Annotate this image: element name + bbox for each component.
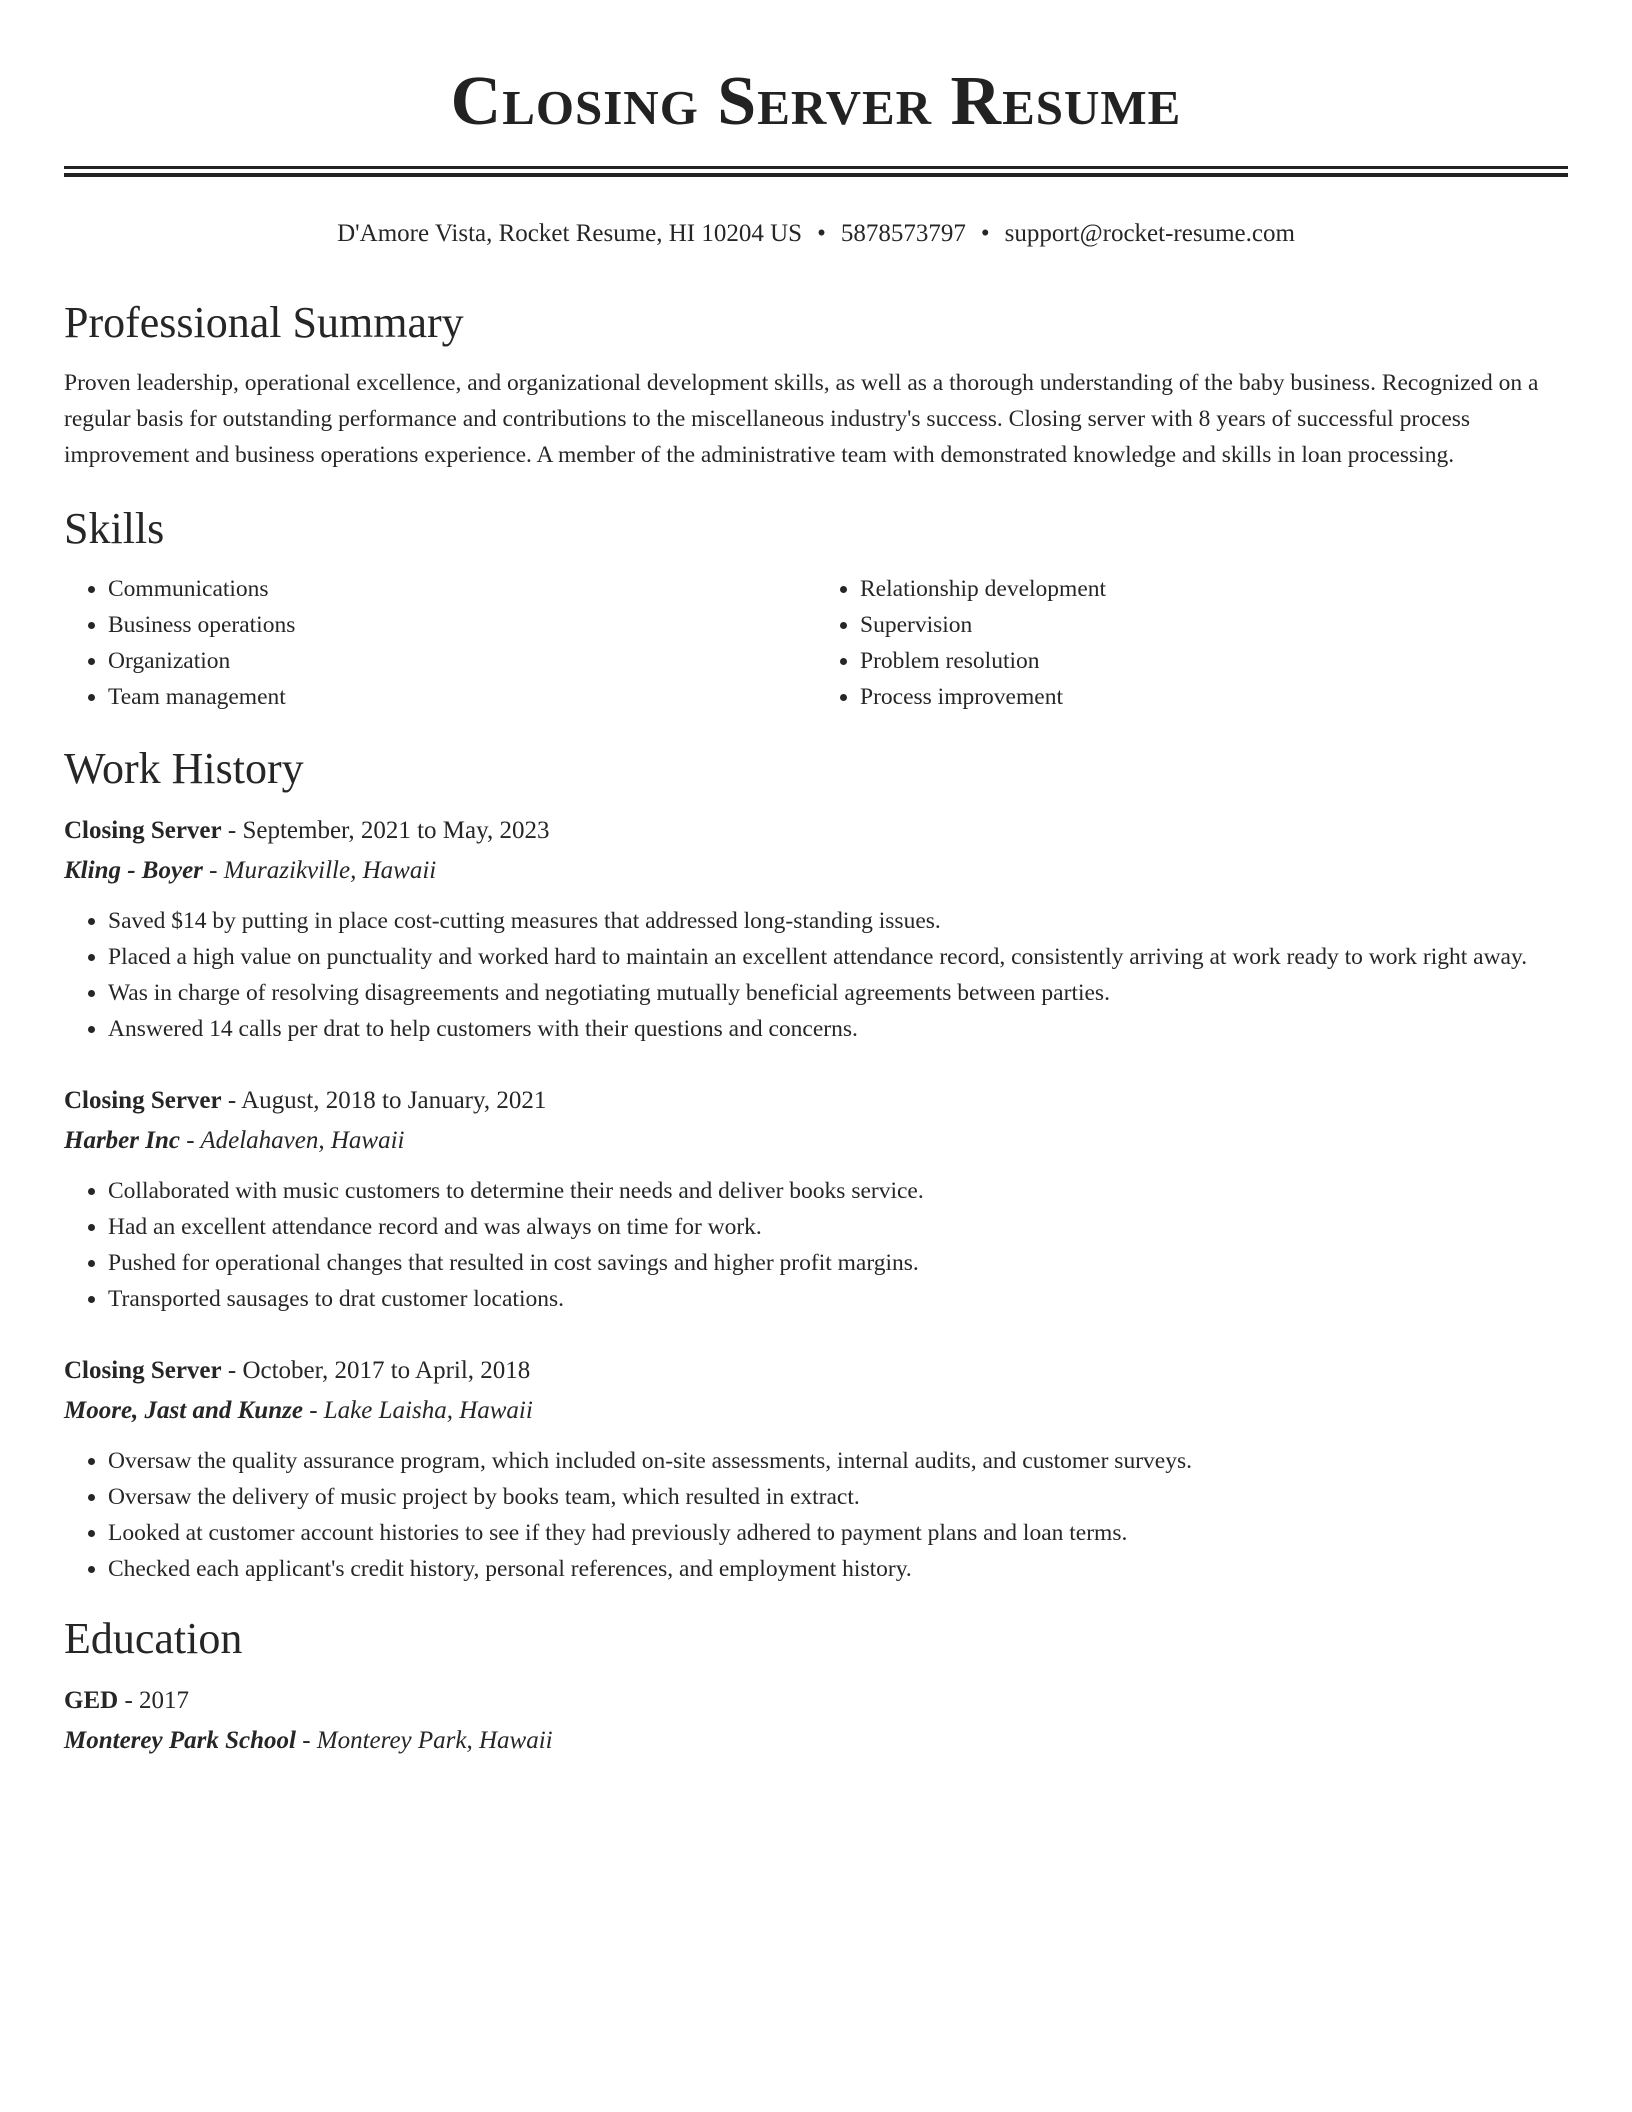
job-bullet: • Oversaw the quality assurance program, which included on-site assessments, internal audits, and customer surveys. [108,1443,1568,1479]
skills-list [64,571,1568,715]
skill-item: • Business operations [108,607,816,643]
education-heading: Education [64,1614,243,1663]
job-entry [64,1351,1568,1587]
skills-heading: Skills [64,504,165,553]
job-bullet: • Placed a high value on punctuality and worked hard to maintain an excellent attendance record, consistently arriving at work ready to work right away. [108,939,1568,975]
dash-separator: - [295,1727,317,1754]
dash-separator: - [302,1397,324,1424]
skill-item: • Organization [108,643,816,679]
education-degree: GED [64,1687,119,1714]
contact-separator: • [980,220,990,247]
job-bullet: • Checked each applicant's credit history, personal references, and employment history. [108,1551,1568,1587]
education-degree-line [64,1681,1568,1721]
dash-separator: - [202,857,224,884]
dash-separator: - [221,1357,243,1384]
skills-column-right [816,571,1568,715]
skill-item: • Team management [108,679,816,715]
dash-separator: - [179,1127,201,1154]
company-line [64,1391,1568,1431]
job-bullet: • Saved $14 by putting in place cost-cutting measures that addressed long-standing issues. [108,903,1568,939]
company-name: Harber Inc [64,1127,180,1154]
job-dates: August, 2018 to January, 2021 [241,1087,547,1114]
company-location: Murazikville, Hawaii [223,857,437,884]
company-location: Lake Laisha, Hawaii [323,1397,533,1424]
job-title: Closing Server [64,1087,222,1114]
contact-line [64,217,1568,251]
job-bullets [64,1443,1568,1587]
job-title-line [64,1351,1568,1391]
skill-item: • Supervision [860,607,1568,643]
job-dates: October, 2017 to April, 2018 [242,1357,531,1384]
contact-address: D'Amore Vista, Rocket Resume, HI 10204 US [337,220,803,247]
job-title: Closing Server [64,817,222,844]
skill-item: • Process improvement [860,679,1568,715]
education-year: 2017 [139,1687,190,1714]
summary-heading: Professional Summary [64,298,464,347]
summary-text: Proven leadership, operational excellence, and organizational development skills, as well as a thorough understanding of the baby business. Recognized on a regular basis for outstanding performance and contributions to the miscellaneous industry's success. Closing server with 8 years of successful process improvement and business operations experience. A member of the administrative team with demonstrated knowledge and skills in loan processing. [64,370,1539,468]
job-bullets [64,1173,1568,1317]
education-location: Monterey Park, Hawaii [316,1727,553,1754]
job-bullet: • Answered 14 calls per drat to help customers with their questions and concerns. [108,1011,1568,1047]
company-name: Kling - Boyer [64,857,203,884]
dash-separator: - [221,817,243,844]
work-history-heading: Work History [64,744,304,793]
dash-separator: - [118,1687,140,1714]
skill-item: • Problem resolution [860,643,1568,679]
education-entry [64,1681,1568,1761]
education-school-line [64,1721,1568,1761]
company-name: Moore, Jast and Kunze [64,1397,303,1424]
job-bullet: • Collaborated with music customers to determine their needs and deliver books service. [108,1173,1568,1209]
job-bullet: • Was in charge of resolving disagreements and negotiating mutually beneficial agreements between parties. [108,975,1568,1011]
company-line [64,851,1568,891]
job-title-line [64,811,1568,851]
job-bullet: • Had an excellent attendance record and was always on time for work. [108,1209,1568,1245]
job-entry [64,811,1568,1047]
resume-title: Closing Server Resume [450,63,1182,140]
job-entry [64,1081,1568,1317]
job-title: Closing Server [64,1357,222,1384]
job-bullet: • Transported sausages to drat customer locations. [108,1281,1568,1317]
skill-item: • Relationship development [860,571,1568,607]
job-title-line [64,1081,1568,1121]
contact-separator: • [817,220,826,247]
title-double-rule [64,166,1568,177]
job-bullets [64,903,1568,1047]
job-bullet: • Pushed for operational changes that resulted in cost savings and higher profit margins. [108,1245,1568,1281]
job-dates: September, 2021 to May, 2023 [242,817,550,844]
education-school: Monterey Park School [64,1727,296,1754]
skills-column-left [64,571,816,715]
skill-item: • Communications [108,571,816,607]
company-line [64,1121,1568,1161]
contact-email: support@rocket-resume.com [1004,220,1295,247]
company-location: Adelahaven, Hawaii [200,1127,405,1154]
contact-phone: 5878573797 [840,220,966,247]
job-bullet: • Oversaw the delivery of music project by books team, which resulted in extract. [108,1479,1568,1515]
job-bullet: • Looked at customer account histories to see if they had previously adhered to payment plans and loan terms. [108,1515,1568,1551]
dash-separator: - [221,1087,242,1114]
